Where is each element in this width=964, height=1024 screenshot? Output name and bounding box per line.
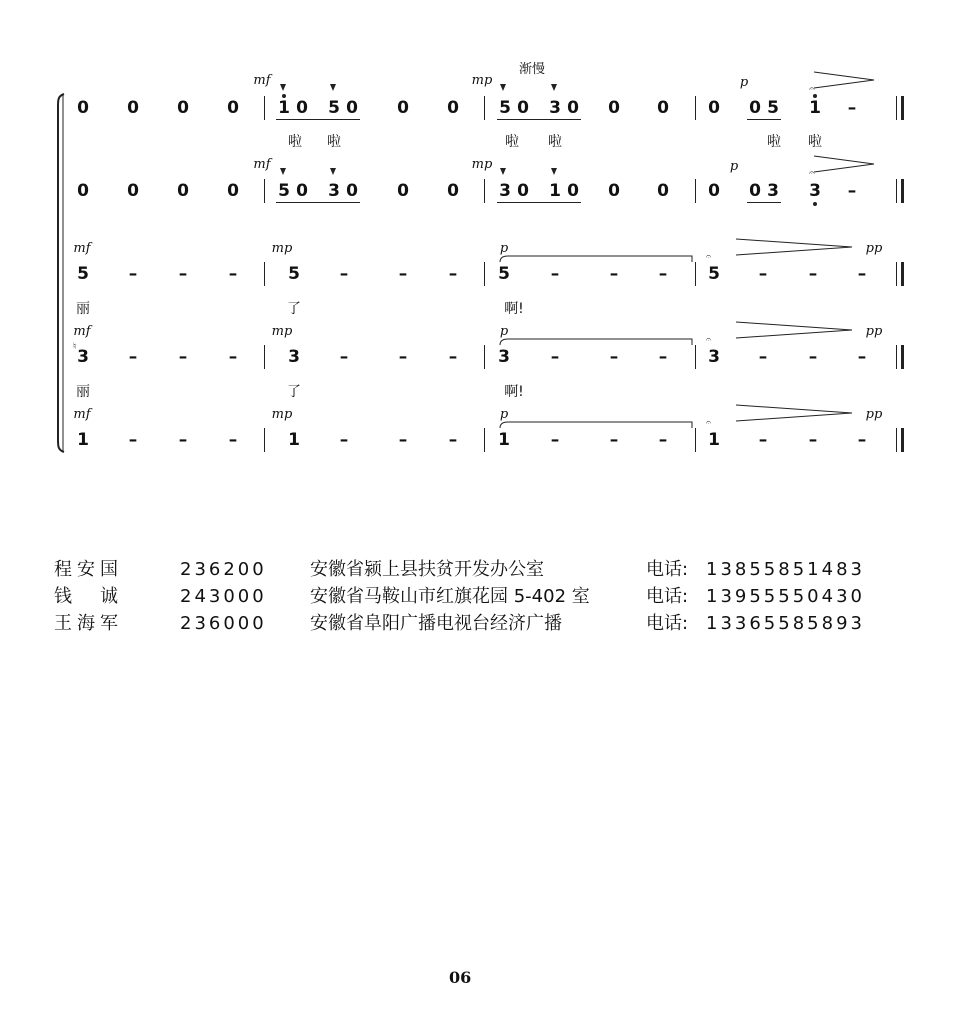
beam: [747, 202, 781, 203]
note: 0: [177, 181, 189, 201]
dynamic-mp: mp: [471, 157, 493, 172]
decrescendo-hairpin: [734, 320, 854, 340]
note: 0: [397, 98, 409, 118]
barline: [695, 345, 696, 369]
note: –: [808, 430, 818, 450]
dynamic-mf: mf: [253, 157, 271, 172]
note: 3: [708, 347, 720, 367]
note: 0: [567, 98, 579, 118]
decrescendo-hairpin: [734, 403, 854, 423]
decrescendo-hairpin: [812, 70, 876, 90]
dynamic-mp: mp: [471, 73, 493, 88]
note: –: [339, 264, 349, 284]
note: 0: [708, 98, 720, 118]
contact-phone-label: 电话:: [646, 613, 689, 634]
barline: [695, 428, 696, 452]
lyric: 了: [287, 384, 301, 400]
note: –: [847, 98, 857, 118]
note: 0: [657, 98, 669, 118]
note: 0: [608, 98, 620, 118]
note: –: [228, 430, 238, 450]
barline: [264, 96, 265, 120]
barline: [695, 96, 696, 120]
final-barline-thick: [901, 262, 904, 286]
dynamic-p: p: [499, 241, 509, 256]
note: 3: [499, 181, 511, 201]
note: –: [178, 264, 188, 284]
lyric: 啊!: [504, 301, 524, 317]
note: –: [658, 264, 668, 284]
note: 5: [499, 98, 511, 118]
dynamic-p: p: [729, 159, 739, 174]
note: 0: [447, 181, 459, 201]
barline: [484, 96, 485, 120]
note: 0: [346, 98, 358, 118]
note: 0: [127, 181, 139, 201]
note: –: [448, 347, 458, 367]
natural-sign-icon: ♮: [73, 342, 77, 352]
note: 0: [749, 98, 761, 118]
note: 0: [517, 181, 529, 201]
fermata-icon: 𝄐: [706, 418, 712, 428]
note: –: [658, 347, 668, 367]
dynamic-p: p: [499, 407, 509, 422]
fermata-icon: 𝄐: [706, 335, 712, 345]
low-octave-dot: [813, 202, 817, 206]
note: –: [398, 430, 408, 450]
dynamic-pp: pp: [865, 407, 883, 422]
fermata-icon: 𝄐: [809, 84, 815, 95]
note: –: [128, 264, 138, 284]
barline: [264, 345, 265, 369]
note: –: [857, 430, 867, 450]
note: 1: [809, 98, 821, 118]
note: –: [609, 430, 619, 450]
barline: [484, 428, 485, 452]
lyric: 啦: [505, 134, 519, 150]
tempo-marking: 渐慢: [519, 62, 546, 77]
dynamic-pp: pp: [865, 324, 883, 339]
contact-phone: 13855851483: [706, 559, 865, 580]
final-barline-thick: [901, 428, 904, 452]
dynamic-mf: mf: [73, 407, 91, 422]
contact-phone: 13365585893: [706, 613, 865, 634]
dynamic-mp: mp: [271, 241, 293, 256]
note: 0: [708, 181, 720, 201]
note: –: [658, 430, 668, 450]
note: 5: [288, 264, 300, 284]
note: 0: [127, 98, 139, 118]
lyric: 啦: [808, 134, 822, 150]
note: 1: [549, 181, 561, 201]
system-bracket: [54, 92, 68, 454]
note: 0: [608, 181, 620, 201]
final-barline-thick: [901, 179, 904, 203]
lyric: 丽: [76, 301, 90, 317]
note: 0: [296, 98, 308, 118]
note: –: [178, 347, 188, 367]
fermata-icon: 𝄐: [809, 168, 815, 179]
note: –: [550, 430, 560, 450]
contact-phone: 13955550430: [706, 586, 865, 607]
note: 0: [447, 98, 459, 118]
note: 0: [346, 181, 358, 201]
note: 3: [549, 98, 561, 118]
note: 3: [767, 181, 779, 201]
note: –: [857, 347, 867, 367]
dynamic-p: p: [739, 75, 749, 90]
note: –: [228, 264, 238, 284]
note: –: [339, 347, 349, 367]
tie: [496, 335, 696, 347]
note: 0: [77, 98, 89, 118]
note: –: [857, 264, 867, 284]
page-number: 06: [449, 968, 472, 987]
contact-postcode: 236200: [180, 559, 267, 580]
lyric: 啦: [288, 134, 302, 150]
contact-name: 王海军: [54, 613, 123, 634]
note: –: [847, 181, 857, 201]
note: 1: [288, 430, 300, 450]
note: 3: [288, 347, 300, 367]
note: –: [448, 264, 458, 284]
note: 0: [227, 98, 239, 118]
dynamic-mp: mp: [271, 407, 293, 422]
lyric: 啦: [767, 134, 781, 150]
note: 3: [809, 181, 821, 201]
final-barline: [896, 96, 897, 120]
final-barline-thick: [901, 345, 904, 369]
contact-phone-label: 电话:: [646, 559, 689, 580]
barline: [695, 179, 696, 203]
note: 1: [498, 430, 510, 450]
note: –: [758, 347, 768, 367]
barline: [484, 179, 485, 203]
barline: [484, 262, 485, 286]
note: 5: [708, 264, 720, 284]
barline: [695, 262, 696, 286]
note: 0: [296, 181, 308, 201]
note: 5: [328, 98, 340, 118]
note: 5: [767, 98, 779, 118]
final-barline-thick: [901, 96, 904, 120]
note: –: [128, 347, 138, 367]
contact-phone-label: 电话:: [646, 586, 689, 607]
note: 5: [498, 264, 510, 284]
note: 1: [77, 430, 89, 450]
note: 0: [567, 181, 579, 201]
note: 0: [749, 181, 761, 201]
dynamic-mf: mf: [73, 241, 91, 256]
contact-postcode: 236000: [180, 613, 267, 634]
note: 5: [278, 181, 290, 201]
barline: [264, 262, 265, 286]
note: 0: [77, 181, 89, 201]
decrescendo-hairpin: [734, 237, 854, 257]
lyric: 啦: [327, 134, 341, 150]
note: –: [550, 264, 560, 284]
decrescendo-hairpin: [812, 154, 876, 174]
dynamic-mp: mp: [271, 324, 293, 339]
note: –: [808, 264, 818, 284]
contact-postcode: 243000: [180, 586, 267, 607]
beam: [276, 119, 360, 120]
note: –: [398, 264, 408, 284]
note: –: [448, 430, 458, 450]
note: –: [550, 347, 560, 367]
lyric: 了: [287, 301, 301, 317]
note: 0: [517, 98, 529, 118]
contact-address: 安徽省颍上县扶贫开发办公室: [310, 559, 544, 580]
final-barline: [896, 179, 897, 203]
dynamic-pp: pp: [865, 241, 883, 256]
beam: [276, 202, 360, 203]
note: 0: [227, 181, 239, 201]
lyric: 啦: [548, 134, 562, 150]
tie: [496, 252, 696, 264]
note: 1: [278, 98, 290, 118]
barline: [264, 179, 265, 203]
beam: [497, 202, 581, 203]
high-octave-dot: [282, 94, 286, 98]
contact-name: 程安国: [54, 559, 123, 580]
dynamic-p: p: [499, 324, 509, 339]
tie: [496, 418, 696, 430]
contact-address: 安徽省阜阳广播电视台经济广播: [310, 613, 562, 634]
dynamic-mf: mf: [73, 324, 91, 339]
note: –: [398, 347, 408, 367]
note: –: [758, 264, 768, 284]
note: 1: [708, 430, 720, 450]
beam: [747, 119, 781, 120]
note: –: [128, 430, 138, 450]
note: –: [609, 264, 619, 284]
note: 0: [177, 98, 189, 118]
contact-address: 安徽省马鞍山市红旗花园 5-402 室: [310, 586, 590, 607]
note: –: [808, 347, 818, 367]
barline: [484, 345, 485, 369]
barline: [264, 428, 265, 452]
note: –: [178, 430, 188, 450]
lyric: 啊!: [504, 384, 524, 400]
note: 0: [397, 181, 409, 201]
fermata-icon: 𝄐: [706, 252, 712, 262]
final-barline: [896, 262, 897, 286]
note: –: [758, 430, 768, 450]
note: –: [228, 347, 238, 367]
contact-name: 钱 诚: [54, 586, 123, 607]
final-barline: [896, 428, 897, 452]
note: 5: [77, 264, 89, 284]
note: –: [339, 430, 349, 450]
final-barline: [896, 345, 897, 369]
note: –: [609, 347, 619, 367]
beam: [497, 119, 581, 120]
lyric: 丽: [76, 384, 90, 400]
dynamic-mf: mf: [253, 73, 271, 88]
note: 0: [657, 181, 669, 201]
note: 3: [77, 347, 89, 367]
note: 3: [498, 347, 510, 367]
note: 3: [328, 181, 340, 201]
